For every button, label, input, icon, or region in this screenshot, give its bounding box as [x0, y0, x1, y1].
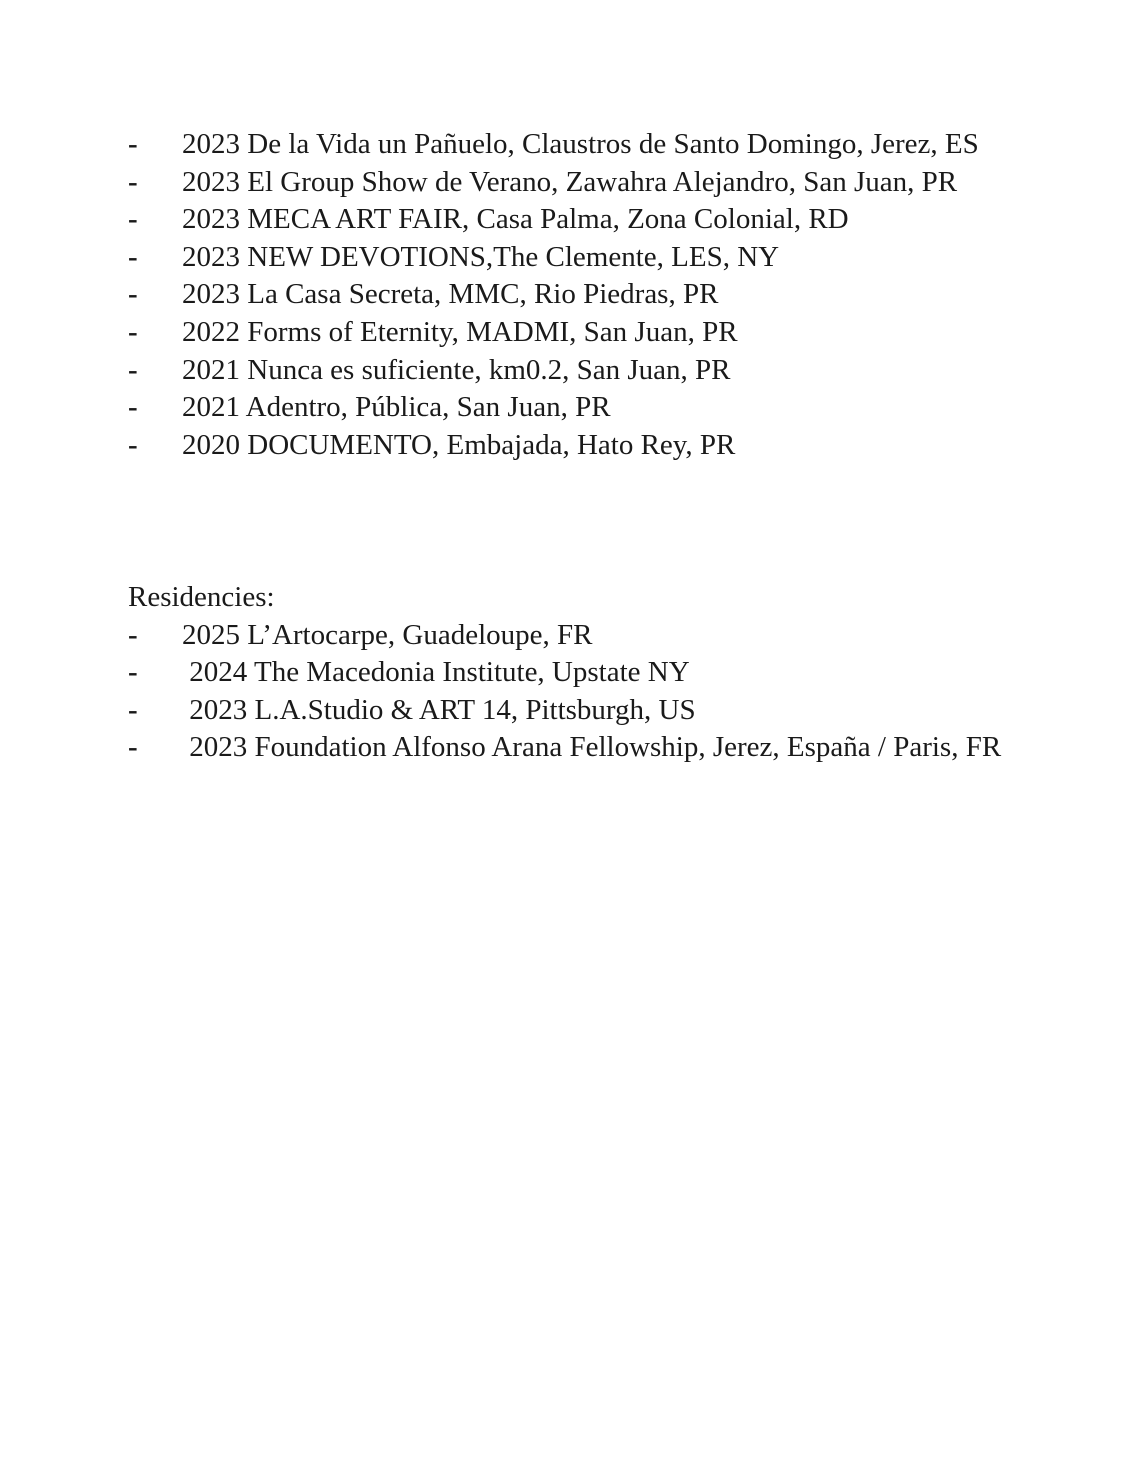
- dash-bullet: -: [128, 278, 138, 311]
- residencies-list: [128, 617, 1028, 767]
- list-item: [128, 654, 1028, 692]
- exhibitions-section: [128, 126, 1028, 464]
- list-item: [128, 314, 1028, 352]
- residencies-heading: Residencies:: [128, 581, 275, 613]
- dash-bullet: -: [128, 428, 138, 461]
- list-item-text: 2023 MECA ART FAIR, Casa Palma, Zona Colonial, RD: [182, 203, 849, 236]
- dash-bullet: -: [128, 656, 138, 689]
- list-item-text: 2021 Nunca es suficiente, km0.2, San Juan, PR: [182, 353, 731, 386]
- dash-bullet: -: [128, 693, 138, 726]
- list-item-text: 2023 La Casa Secreta, MMC, Rio Piedras, PR: [182, 278, 719, 311]
- list-item-text: 2020 DOCUMENTO, Embajada, Hato Rey, PR: [182, 428, 736, 461]
- list-item-text: 2021 Adentro, Pública, San Juan, PR: [182, 391, 611, 424]
- dash-bullet: -: [128, 618, 138, 651]
- dash-bullet: -: [128, 165, 138, 198]
- dash-bullet: -: [128, 391, 138, 424]
- dash-bullet: -: [128, 203, 138, 236]
- list-item-text: 2022 Forms of Eternity, MADMI, San Juan, PR: [182, 315, 738, 348]
- list-item: [128, 164, 1028, 202]
- list-item-text: 2023 Foundation Alfonso Arana Fellowship, Jerez, España / Paris, FR: [182, 731, 1002, 764]
- list-item-text: 2023 El Group Show de Verano, Zawahra Alejandro, San Juan, PR: [182, 165, 958, 198]
- list-item: [128, 692, 1028, 730]
- list-item: [128, 427, 1028, 465]
- residencies-section: [128, 579, 1028, 767]
- exhibitions-list: [128, 126, 1028, 464]
- list-item: [128, 389, 1028, 427]
- list-item-text: 2023 De la Vida un Pañuelo, Claustros de Santo Domingo, Jerez, ES: [182, 128, 979, 160]
- list-item-text: 2023 L.A.Studio & ART 14, Pittsburgh, US: [182, 693, 696, 726]
- list-item: [128, 276, 1028, 314]
- list-item: [128, 201, 1028, 239]
- list-item: [128, 729, 1028, 767]
- list-item-text: 2024 The Macedonia Institute, Upstate NY: [182, 656, 690, 689]
- dash-bullet: -: [128, 731, 138, 764]
- list-item: [128, 617, 1028, 655]
- list-item: [128, 126, 1028, 164]
- dash-bullet: -: [128, 128, 138, 160]
- list-item: [128, 352, 1028, 390]
- list-item: [128, 239, 1028, 277]
- dash-bullet: -: [128, 353, 138, 386]
- list-item-text: 2025 L’Artocarpe, Guadeloupe, FR: [182, 618, 593, 651]
- dash-bullet: -: [128, 240, 138, 273]
- dash-bullet: -: [128, 315, 138, 348]
- list-item-text: 2023 NEW DEVOTIONS,The Clemente, LES, NY: [182, 240, 780, 273]
